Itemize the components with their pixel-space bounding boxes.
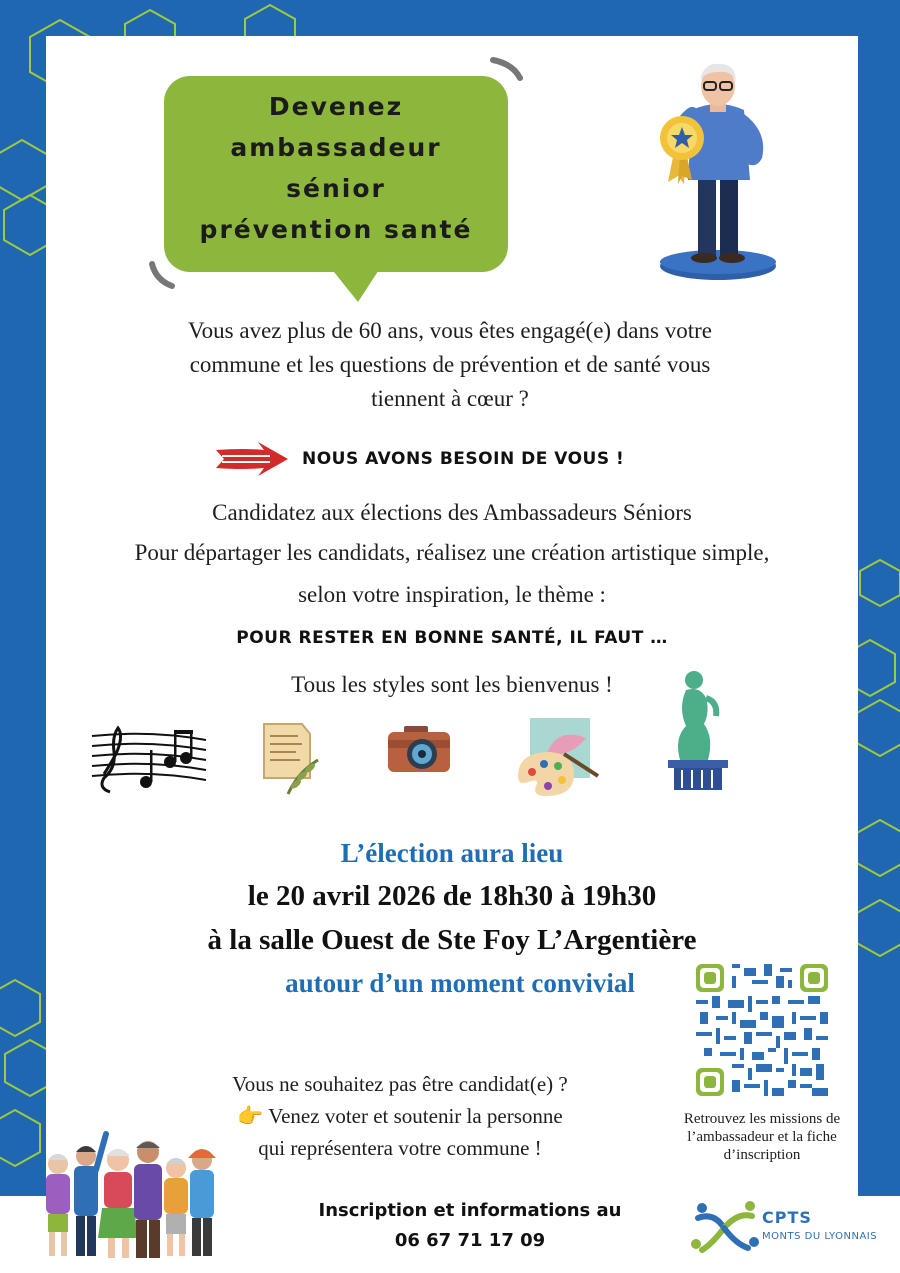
- styles-line: Tous les styles sont les bienvenus !: [291, 672, 613, 697]
- intro-paragraph: [100, 314, 800, 416]
- senior-ambassador-icon: [640, 58, 790, 288]
- statue-icon: [660, 668, 736, 794]
- qr-caption-line-2: l’ambassadeur et la fiche: [687, 1129, 837, 1145]
- intro-line-3: tiennent à cœur ?: [371, 386, 529, 411]
- election-place: à la salle Ouest de Ste Foy L’Argentière: [207, 924, 697, 956]
- cpts-logo-sub: MONTS DU LYONNAIS: [762, 1231, 878, 1242]
- qr-caption-line-1: Retrouvez les missions de: [683, 1111, 841, 1127]
- red-double-arrow-icon: [214, 440, 290, 478]
- not-candidate-paragraph: [180, 1068, 620, 1164]
- headline-line-3: sénior: [286, 174, 386, 203]
- footer-phone[interactable]: 06 67 71 17 09: [394, 1230, 546, 1251]
- candidatez-line: Candidatez aux élections des Ambassadeurs Séniors: [212, 500, 692, 525]
- music-notes-icon: [90, 722, 208, 794]
- speech-bubble-tail: [326, 262, 384, 302]
- election-title: L’élection aura lieu: [340, 838, 564, 868]
- headline-line-4: prévention santé: [199, 215, 473, 244]
- headline: [164, 86, 508, 250]
- headline-line-1: Devenez: [268, 92, 404, 121]
- not-candidate-line-2: 👉 Venez voter et soutenir la personne: [237, 1104, 563, 1128]
- footer-info: Inscription et informations au: [318, 1200, 622, 1221]
- qr-caption-line-3: d’inscription: [723, 1147, 801, 1163]
- camera-icon: [386, 722, 452, 776]
- inspiration-line: selon votre inspiration, le thème :: [298, 582, 606, 607]
- intro-line-1: Vous avez plus de 60 ans, vous êtes engagé(e) dans votre: [188, 318, 712, 343]
- theme-callout: POUR RESTER EN BONNE SANTÉ, IL FAUT …: [236, 628, 668, 648]
- not-candidate-line-1: Vous ne souhaitez pas être candidat(e) ?: [232, 1072, 568, 1096]
- headline-line-2: ambassadeur: [230, 133, 442, 162]
- seniors-group-icon: [36, 1126, 222, 1266]
- qr-code[interactable]: [696, 964, 828, 1096]
- poem-scroll-icon: [258, 720, 322, 796]
- need-you-callout: NOUS AVONS BESOIN DE VOUS !: [302, 449, 625, 469]
- not-candidate-line-3: qui représentera votre commune !: [258, 1136, 542, 1160]
- qr-caption: [664, 1110, 860, 1164]
- cpts-logo-name: CPTS: [762, 1208, 812, 1227]
- cpts-logo-icon: [688, 1198, 760, 1260]
- intro-line-2: commune et les questions de prévention et de santé vous: [189, 352, 711, 377]
- departager-line: Pour départager les candidats, réalisez une création artistique simple,: [134, 540, 770, 565]
- election-date: le 20 avril 2026 de 18h30 à 19h30: [247, 880, 657, 912]
- election-extra: autour d’un moment convivial: [285, 968, 635, 998]
- paint-palette-icon: [516, 716, 600, 798]
